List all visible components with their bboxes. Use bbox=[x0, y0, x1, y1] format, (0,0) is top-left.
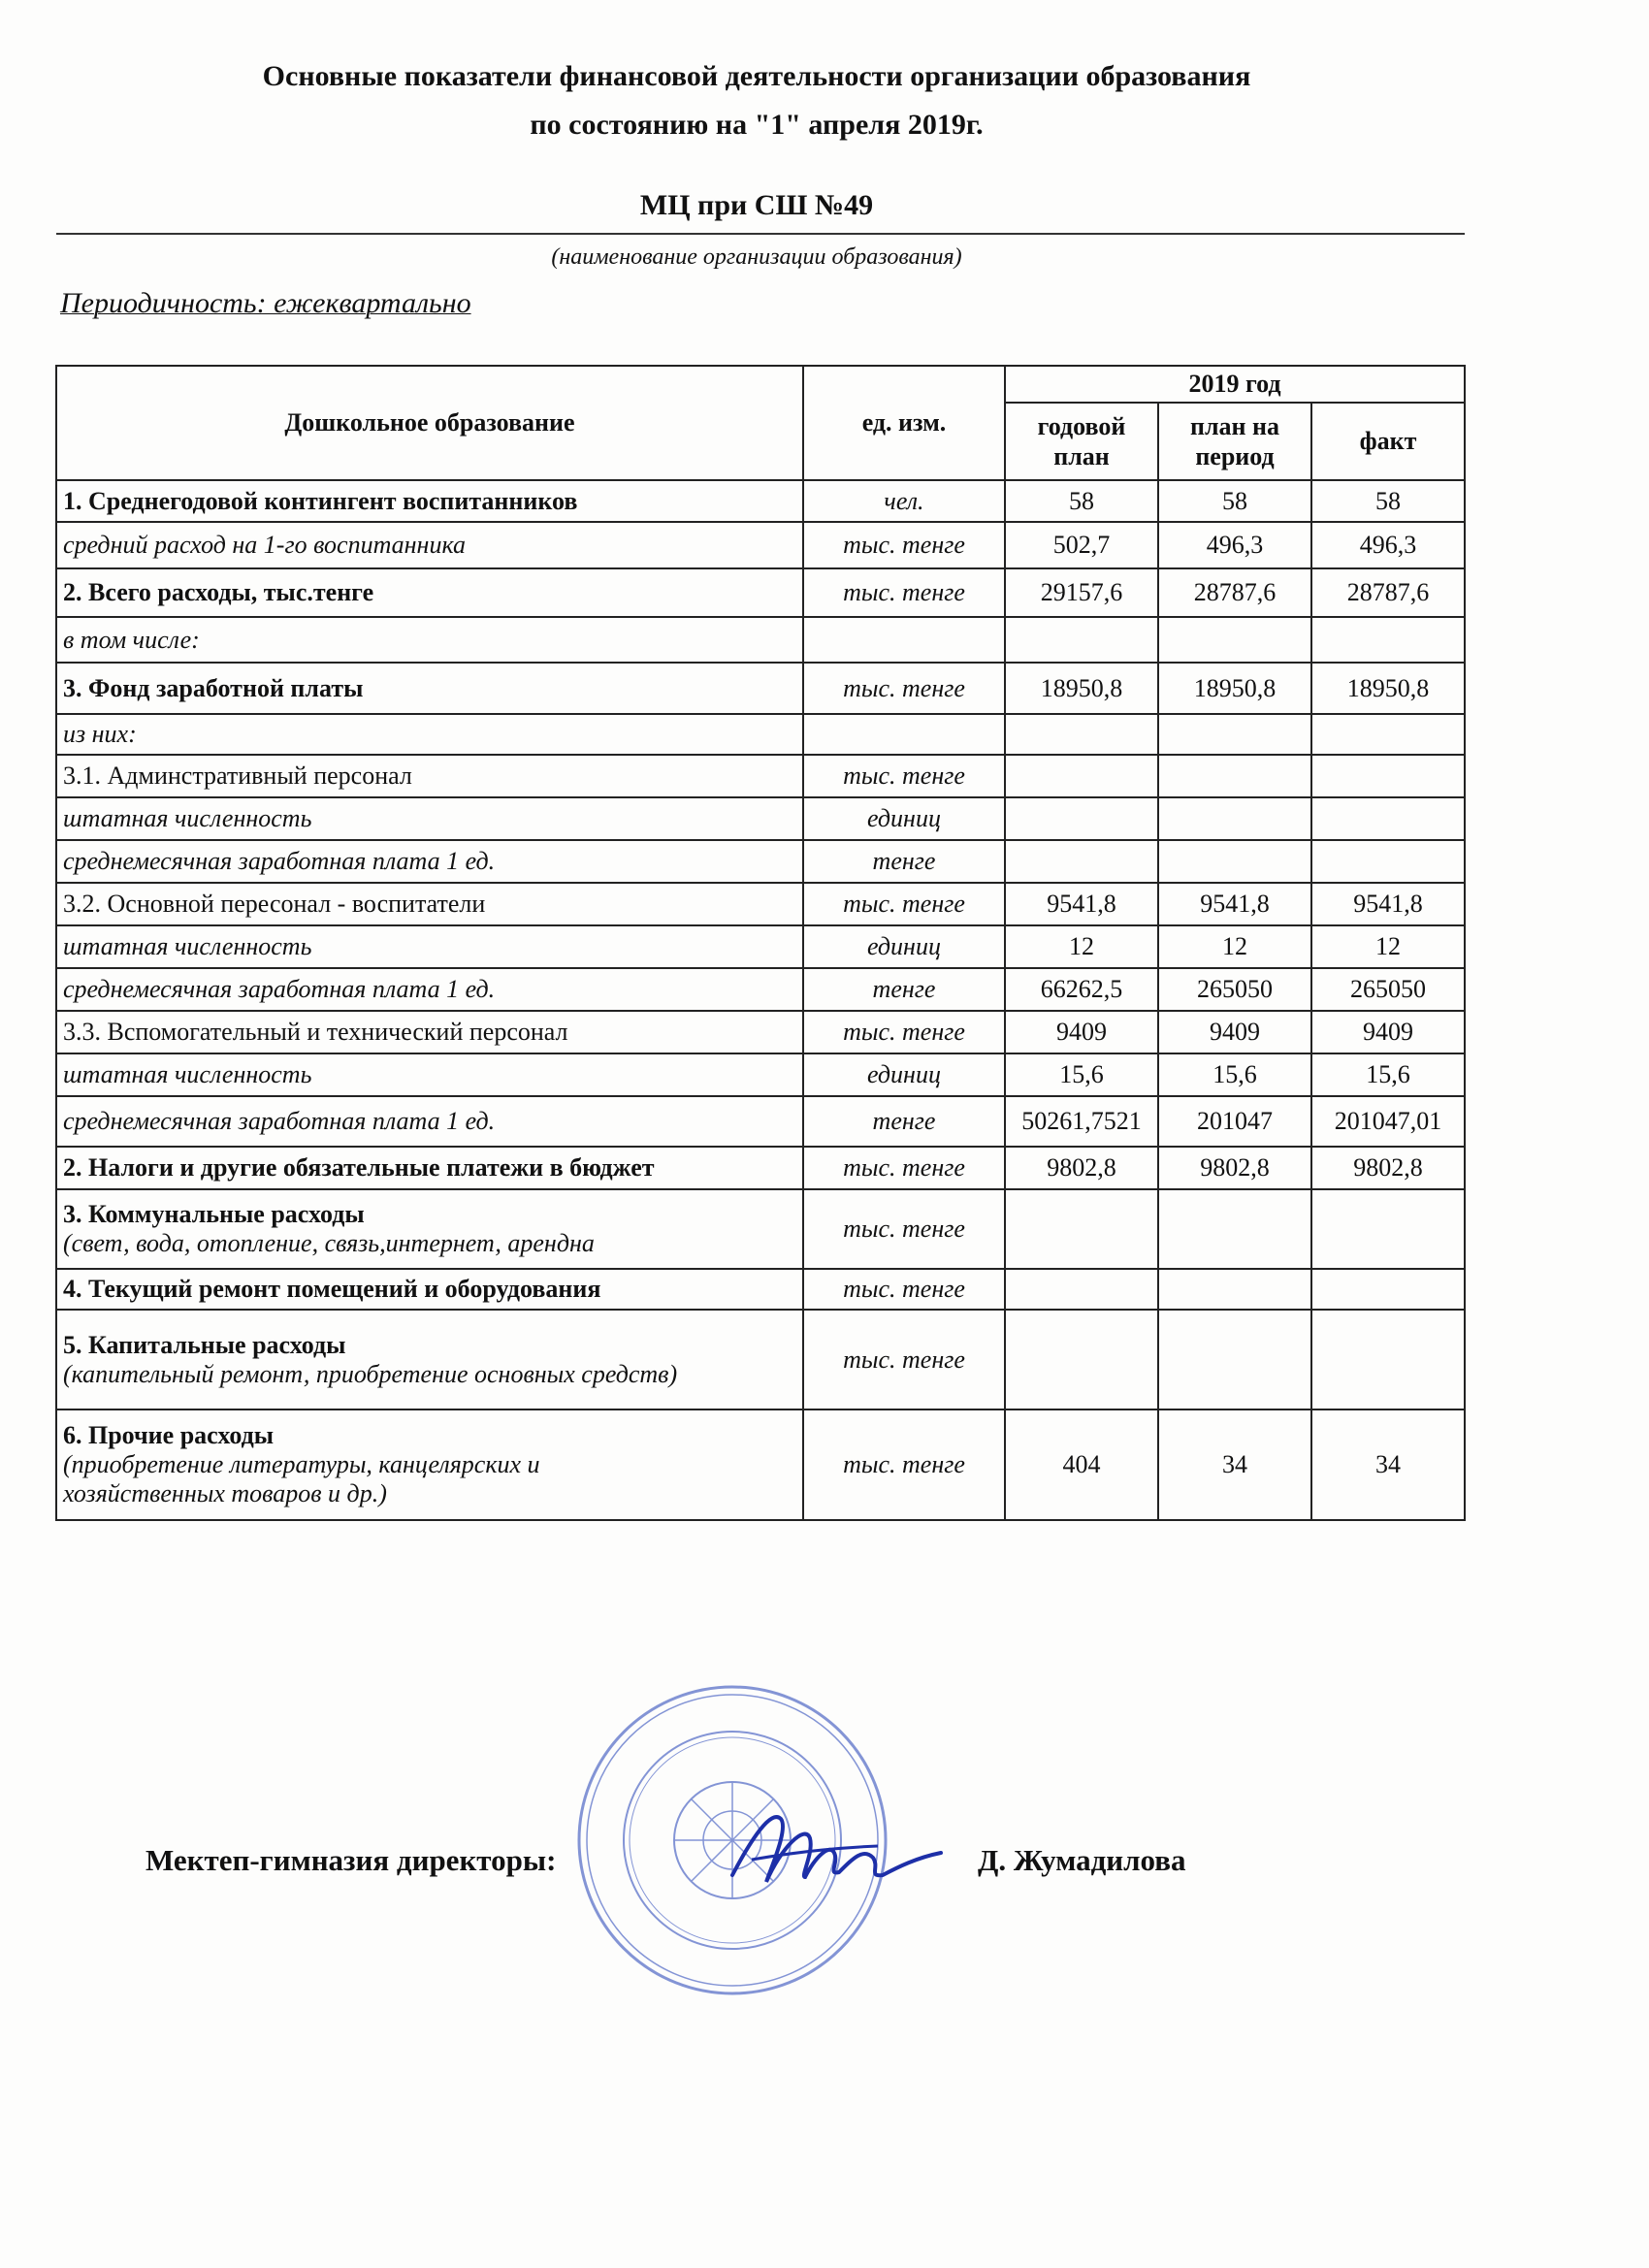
cell-fact bbox=[1311, 1189, 1465, 1269]
table-row bbox=[56, 714, 1465, 755]
cell-period bbox=[1158, 1269, 1311, 1310]
cell-period: 12 bbox=[1158, 925, 1311, 968]
row-label: среднемесячная заработная плата 1 ед. bbox=[56, 840, 803, 883]
cell-annual: 9802,8 bbox=[1005, 1147, 1158, 1189]
row-unit: тыс. тенге bbox=[803, 1310, 1005, 1409]
table-row bbox=[56, 968, 1465, 1011]
row-label: 5. Капитальные расходы (капительный ремонт, приобретение основных средств) bbox=[56, 1310, 803, 1409]
cell-period: 15,6 bbox=[1158, 1053, 1311, 1096]
cell-annual: 66262,5 bbox=[1005, 968, 1158, 1011]
organization-name: МЦ при СШ №49 bbox=[639, 189, 874, 221]
cell-annual bbox=[1005, 755, 1158, 797]
financial-indicators-table bbox=[55, 365, 1466, 1521]
row-label: из них: bbox=[56, 714, 803, 755]
handwritten-signature bbox=[713, 1799, 946, 1906]
cell-annual: 15,6 bbox=[1005, 1053, 1158, 1096]
row-label: 1. Среднегодовой контингент воспитанников bbox=[56, 480, 803, 522]
organization-caption: (наименование организации образования) bbox=[551, 244, 962, 270]
table-row bbox=[56, 1189, 1465, 1269]
row-label: в том числе: bbox=[56, 617, 803, 663]
table-row bbox=[56, 883, 1465, 925]
cell-period: 265050 bbox=[1158, 968, 1311, 1011]
row-unit: тыс. тенге bbox=[803, 755, 1005, 797]
table-row bbox=[56, 925, 1465, 968]
cell-annual: 29157,6 bbox=[1005, 568, 1158, 617]
cell-period: 34 bbox=[1158, 1409, 1311, 1520]
cell-annual: 50261,7521 bbox=[1005, 1096, 1158, 1147]
table-row bbox=[56, 1053, 1465, 1096]
cell-annual bbox=[1005, 1189, 1158, 1269]
row-unit: тыс. тенге bbox=[803, 568, 1005, 617]
cell-fact bbox=[1311, 840, 1465, 883]
row-label: среднемесячная заработная плата 1 ед. bbox=[56, 1096, 803, 1147]
row-unit: единиц bbox=[803, 925, 1005, 968]
table-row bbox=[56, 1011, 1465, 1053]
cell-period: 9802,8 bbox=[1158, 1147, 1311, 1189]
cell-fact: 201047,01 bbox=[1311, 1096, 1465, 1147]
signature-label: Мектеп-гимназия директоры: bbox=[146, 1843, 557, 1877]
cell-annual bbox=[1005, 1310, 1158, 1409]
cell-annual: 58 bbox=[1005, 480, 1158, 522]
row-unit: тенге bbox=[803, 968, 1005, 1011]
row-label: 4. Текущий ремонт помещений и оборудования bbox=[56, 1269, 803, 1310]
cell-fact: 9541,8 bbox=[1311, 883, 1465, 925]
header-year: 2019 год bbox=[1005, 366, 1465, 403]
table-row bbox=[56, 568, 1465, 617]
table-row bbox=[56, 1310, 1465, 1409]
periodicity-label: Периодичность: ежеквартально bbox=[60, 287, 471, 319]
cell-fact bbox=[1311, 1310, 1465, 1409]
row-unit: тыс. тенге bbox=[803, 883, 1005, 925]
cell-fact bbox=[1311, 714, 1465, 755]
header-category: Дошкольное образование bbox=[56, 366, 803, 480]
row-label: штатная численность bbox=[56, 925, 803, 968]
cell-annual: 18950,8 bbox=[1005, 663, 1158, 714]
table-row bbox=[56, 1409, 1465, 1520]
table-row bbox=[56, 1147, 1465, 1189]
cell-period bbox=[1158, 797, 1311, 840]
cell-annual: 9541,8 bbox=[1005, 883, 1158, 925]
cell-period: 9409 bbox=[1158, 1011, 1311, 1053]
row-unit: тыс. тенге bbox=[803, 663, 1005, 714]
row-unit: единиц bbox=[803, 1053, 1005, 1096]
row-label: 3. Коммунальные расходы (свет, вода, отопление, связь,интернет, арендна bbox=[56, 1189, 803, 1269]
row-label: 3. Фонд заработной платы bbox=[56, 663, 803, 714]
table-row bbox=[56, 840, 1465, 883]
row-label: среднемесячная заработная плата 1 ед. bbox=[56, 968, 803, 1011]
table-row bbox=[56, 755, 1465, 797]
row-unit: тыс. тенге bbox=[803, 1011, 1005, 1053]
cell-fact: 496,3 bbox=[1311, 522, 1465, 568]
cell-fact bbox=[1311, 617, 1465, 663]
row-label: 6. Прочие расходы (приобретение литературы, канцелярских и хозяйственных товаров и др.) bbox=[56, 1409, 803, 1520]
cell-period bbox=[1158, 617, 1311, 663]
cell-period: 496,3 bbox=[1158, 522, 1311, 568]
cell-period: 201047 bbox=[1158, 1096, 1311, 1147]
row-unit bbox=[803, 714, 1005, 755]
document-title-line1: Основные показатели финансовой деятельности организации образования bbox=[262, 60, 1251, 92]
cell-annual: 502,7 bbox=[1005, 522, 1158, 568]
organization-underline bbox=[56, 233, 1465, 235]
cell-annual: 404 bbox=[1005, 1409, 1158, 1520]
cell-fact: 9802,8 bbox=[1311, 1147, 1465, 1189]
cell-period: 9541,8 bbox=[1158, 883, 1311, 925]
document-title-line2: по состоянию на "1" апреля 2019г. bbox=[530, 109, 984, 141]
cell-period bbox=[1158, 755, 1311, 797]
row-unit: тыс. тенге bbox=[803, 1409, 1005, 1520]
row-unit bbox=[803, 617, 1005, 663]
signatory-name: Д. Жумадилова bbox=[978, 1843, 1186, 1877]
row-label: штатная численность bbox=[56, 1053, 803, 1096]
cell-fact: 28787,6 bbox=[1311, 568, 1465, 617]
cell-fact: 34 bbox=[1311, 1409, 1465, 1520]
cell-annual bbox=[1005, 1269, 1158, 1310]
cell-period bbox=[1158, 1189, 1311, 1269]
row-unit: единиц bbox=[803, 797, 1005, 840]
cell-fact bbox=[1311, 755, 1465, 797]
cell-annual bbox=[1005, 840, 1158, 883]
header-annual-plan: годовой план bbox=[1005, 403, 1158, 480]
row-unit: тыс. тенге bbox=[803, 1147, 1005, 1189]
row-unit: чел. bbox=[803, 480, 1005, 522]
row-label: 2. Всего расходы, тыс.тенге bbox=[56, 568, 803, 617]
cell-annual bbox=[1005, 797, 1158, 840]
table-row bbox=[56, 1096, 1465, 1147]
row-unit: тыс. тенге bbox=[803, 1269, 1005, 1310]
cell-annual bbox=[1005, 617, 1158, 663]
cell-period bbox=[1158, 840, 1311, 883]
header-unit: ед. изм. bbox=[803, 366, 1005, 480]
cell-fact: 9409 bbox=[1311, 1011, 1465, 1053]
row-label: 3.1. Админстративный персонал bbox=[56, 755, 803, 797]
table-row bbox=[56, 1269, 1465, 1310]
cell-period: 18950,8 bbox=[1158, 663, 1311, 714]
row-unit: тенге bbox=[803, 1096, 1005, 1147]
cell-period: 58 bbox=[1158, 480, 1311, 522]
row-label: 3.2. Основной пересонал - воспитатели bbox=[56, 883, 803, 925]
row-unit: тыс. тенге bbox=[803, 522, 1005, 568]
cell-fact bbox=[1311, 1269, 1465, 1310]
row-label: средний расход на 1-го воспитанника bbox=[56, 522, 803, 568]
cell-period bbox=[1158, 714, 1311, 755]
cell-fact: 265050 bbox=[1311, 968, 1465, 1011]
row-unit: тенге bbox=[803, 840, 1005, 883]
row-label: 3.3. Вспомогательный и технический персонал bbox=[56, 1011, 803, 1053]
cell-fact bbox=[1311, 797, 1465, 840]
row-label: штатная численность bbox=[56, 797, 803, 840]
table-row bbox=[56, 522, 1465, 568]
cell-period bbox=[1158, 1310, 1311, 1409]
row-label: 2. Налоги и другие обязательные платежи в бюджет bbox=[56, 1147, 803, 1189]
table-row bbox=[56, 617, 1465, 663]
cell-annual: 9409 bbox=[1005, 1011, 1158, 1053]
cell-annual: 12 bbox=[1005, 925, 1158, 968]
cell-fact: 58 bbox=[1311, 480, 1465, 522]
cell-period: 28787,6 bbox=[1158, 568, 1311, 617]
cell-fact: 12 bbox=[1311, 925, 1465, 968]
cell-fact: 15,6 bbox=[1311, 1053, 1465, 1096]
row-unit: тыс. тенге bbox=[803, 1189, 1005, 1269]
header-period-plan: план на период bbox=[1158, 403, 1311, 480]
table-row bbox=[56, 797, 1465, 840]
table-row bbox=[56, 663, 1465, 714]
cell-annual bbox=[1005, 714, 1158, 755]
header-fact: факт bbox=[1311, 403, 1465, 480]
cell-fact: 18950,8 bbox=[1311, 663, 1465, 714]
table-row bbox=[56, 480, 1465, 522]
